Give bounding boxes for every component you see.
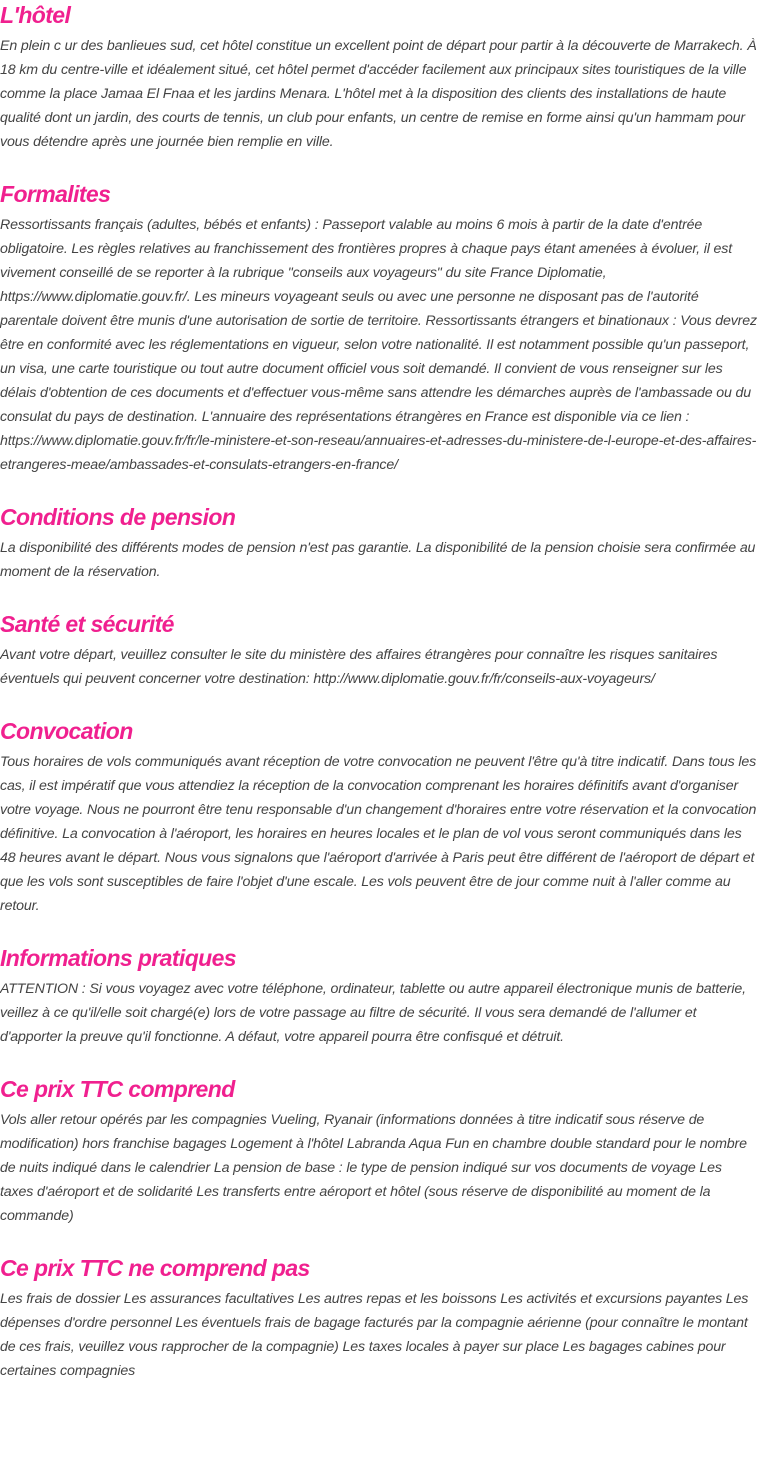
section-prix-ne-comprend-pas bbox=[0, 1253, 758, 1383]
section-body-prix-comprend: Vols aller retour opérés par les compagnies Vueling, Ryanair (informations données à titre indicatif sous réserve de modification) hors franchise bagages Logement à l'hôtel Labranda Aqua Fun en chambre double standard pour le nombre de nuits indiqué dans le calendrier La pension de base : le type de pension indiqué sur vos documents de voyage Les taxes d'aéroport et de solidarité Les transferts entre aéroport et hôtel (sous réserve de disponibilité au moment de la commande) bbox=[0, 1112, 747, 1224]
section-body-formalites: Ressortissants français (adultes, bébés et enfants) : Passeport valable au moins 6 mois à partir de la date d'entrée obligatoire. Les règles relatives au franchissement des frontières propres à chaque pays étant amenées à évoluer, il est vivement conseillé de se reporter à la rubrique "conseils aux voyageurs" du site France Diplomatie, https://www.diplomatie.gouv.fr/. Les mineurs voyageant seuls ou avec une personne ne disposant pas de l'autorité parentale doivent être munis d'une autorisation de sortie de territoire. Ressortissants étrangers et binationaux : Vous devrez être en conformité avec les réglementations en vigueur, selon votre nationalité. Il est notamment possible qu'un passeport, un visa, une carte touristique ou tout autre document officiel vous soit demandé. Il convient de vous renseigner sur les délais d'obtention de ces documents et d'effectuer vous-même sans attendre les démarches auprès de l'ambassade ou du consulat du pays de destination. L'annuaire des représentations étrangères en France est disponible via ce lien : https://www.diplomatie.gouv.fr/fr/le-ministere-et-son-reseau/annuaires-et-adresses-du-ministere-de-l-europe-et-des-affaires-etrangeres-meae/ambassades-et-consulats-etrangers-en-france/ bbox=[0, 217, 757, 473]
section-title-conditions-pension: Conditions de pension bbox=[0, 504, 236, 530]
section-body-sante-securite: Avant votre départ, veuillez consulter le site du ministère des affaires étrangères pour connaître les risques sanitaires éventuels qui peuvent concerner votre destination: http://www.diplomatie.gouv.fr/fr/conseils-aux-voyageurs/ bbox=[0, 647, 718, 687]
section-body-prix-ne-comprend-pas: Les frais de dossier Les assurances facultatives Les autres repas et les boissons Les activités et excursions payantes Les dépenses d'ordre personnel Les éventuels frais de bagage facturés par la compagnie aérienne (pour connaître le montant de ces frais, veuillez vous rapprocher de la compagnie) Les taxes locales à payer sur place Les bagages cabines pour certaines compagnies bbox=[0, 1291, 749, 1379]
section-title-formalites: Formalites bbox=[0, 181, 111, 207]
section-body-hotel: En plein c ur des banlieues sud, cet hôtel constitue un excellent point de départ pour partir à la découverte de Marrakech. À 18 km du centre-ville et idéalement situé, cet hôtel permet d'accéder facilement aux principaux sites touristiques de la ville comme la place Jamaa El Fnaa et les jardins Menara. L'hôtel met à la disposition des clients des installations de haute qualité dont un jardin, des courts de tennis, un club pour enfants, un centre de remise en forme ainsi qu'un hammam pour vous détendre après une journée bien remplie en ville. bbox=[0, 38, 757, 150]
section-body-conditions-pension: La disponibilité des différents modes de pension n'est pas garantie. La disponibilité de la pension choisie sera confirmée au moment de la réservation. bbox=[0, 540, 756, 580]
section-title-convocation: Convocation bbox=[0, 718, 133, 744]
section-title-prix-ne-comprend-pas: Ce prix TTC ne comprend pas bbox=[0, 1255, 310, 1281]
section-convocation bbox=[0, 716, 758, 918]
section-formalites bbox=[0, 179, 758, 477]
section-title-sante-securite: Santé et sécurité bbox=[0, 611, 174, 637]
section-title-prix-comprend: Ce prix TTC comprend bbox=[0, 1076, 235, 1102]
section-title-informations-pratiques: Informations pratiques bbox=[0, 945, 236, 971]
section-title-hotel: L'hôtel bbox=[0, 2, 71, 28]
section-hotel bbox=[0, 0, 758, 154]
section-body-informations-pratiques: ATTENTION : Si vous voyagez avec votre téléphone, ordinateur, tablette ou autre appareil électronique munis de batterie, veillez à ce qu'il/elle soit chargé(e) lors de votre passage au filtre de sécurité. Il vous sera demandé de l'allumer et d'apporter la preuve qu'il fonctionne. A défaut, votre appareil pourra être confisqué et détruit. bbox=[0, 981, 746, 1045]
section-prix-comprend bbox=[0, 1074, 758, 1228]
section-body-convocation: Tous horaires de vols communiqués avant réception de votre convocation ne peuvent l'être qu'à titre indicatif. Dans tous les cas, il est impératif que vous attendiez la réception de la convocation comprenant les horaires définitifs avant d'organiser votre voyage. Nous ne pourront être tenu responsable d'un changement d'horaires entre votre réservation et la convocation définitive. La convocation à l'aéroport, les horaires en heures locales et le plan de vol vous seront communiqués dans les 48 heures avant le départ. Nous vous signalons que l'aéroport d'arrivée à Paris peut être différent de l'aéroport de départ et que les vols sont susceptibles de faire l'objet d'une escale. Les vols peuvent être de jour comme nuit à l'aller comme au retour. bbox=[0, 754, 757, 914]
section-sante-securite bbox=[0, 609, 758, 691]
section-conditions-pension bbox=[0, 502, 758, 584]
section-informations-pratiques bbox=[0, 943, 758, 1049]
